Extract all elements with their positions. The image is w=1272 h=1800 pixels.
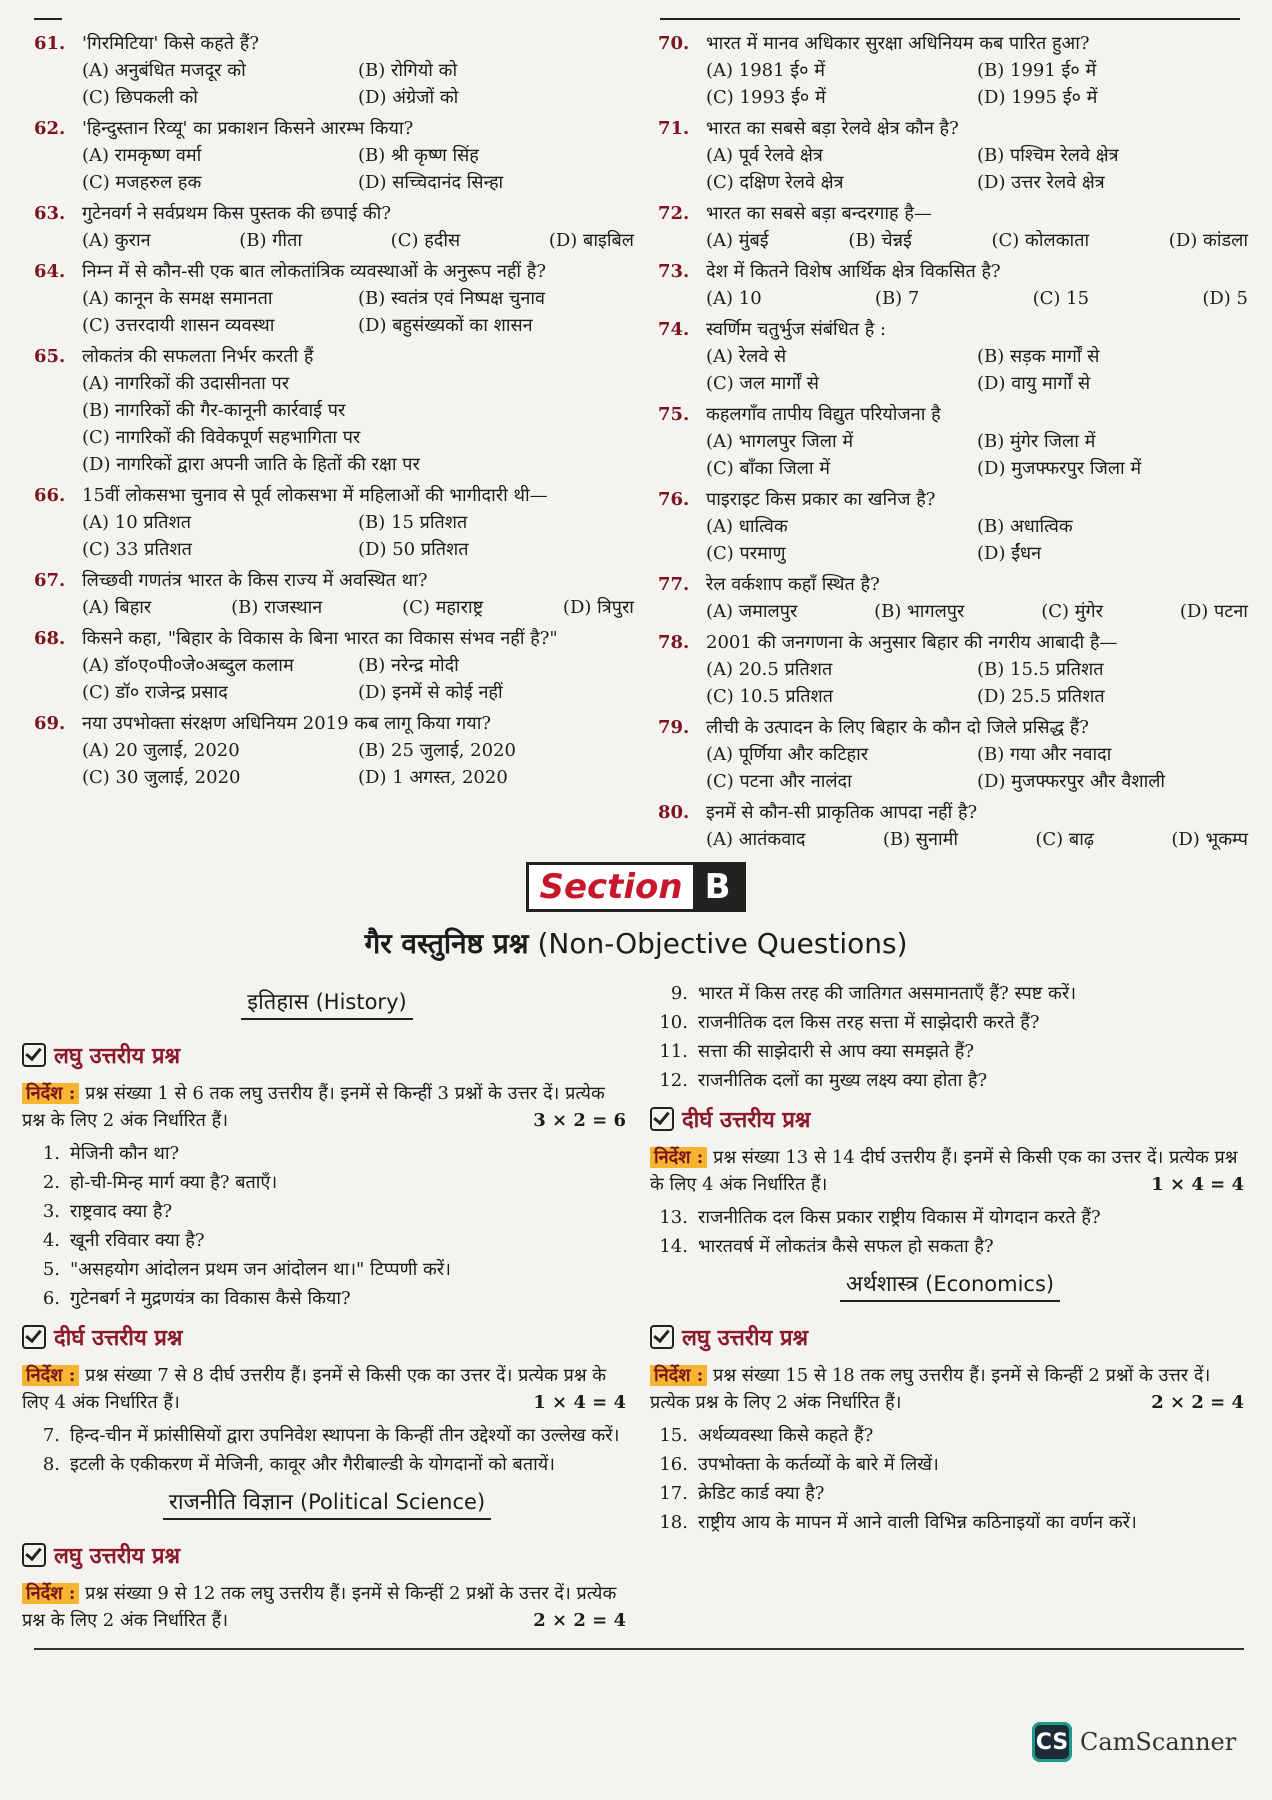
marks-label: 1 × 4 = 4 [1151, 1174, 1244, 1195]
options [706, 227, 1248, 254]
mcq-question [34, 482, 634, 563]
bottom-rule [34, 1648, 1244, 1650]
marks-label: 2 × 2 = 4 [533, 1610, 626, 1631]
options [706, 656, 1248, 710]
options [82, 142, 634, 196]
question-text: भारत में किस तरह की जातिगत असमानताएँ हैं? स्पष्ट करें। [698, 983, 1077, 1004]
option: (C) जल मार्गों से [706, 373, 819, 394]
option: (A) कानून के समक्ष समानता [82, 288, 273, 309]
option: (C) पटना और नालंदा [706, 771, 852, 792]
subjective-question [650, 1422, 1250, 1449]
option: (C) उत्तरदायी शासन व्यवस्था [82, 315, 275, 336]
option: (B) सड़क मार्गों से [977, 346, 1100, 367]
polsci-heading-wrap [22, 1480, 632, 1530]
option: (C) मुंगेर [1041, 601, 1104, 622]
question-number: 11. [659, 1041, 688, 1062]
question-text: भारत का सबसे बड़ा रेलवे क्षेत्र कौन है? [706, 118, 959, 139]
option: (B) 25 जुलाई, 2020 [358, 740, 516, 761]
polsci-long-instructions: निर्देश : प्रश्न संख्या 13 से 14 दीर्घ उत्तरीय हैं। इनमें से किसी एक का उत्तर दें। प्रत्येक प्रश्न के लिए 4 अंक निर्धारित हैं। 1 × 4 = 4 [650, 1144, 1250, 1198]
question-text: राष्ट्रीय आय के मापन में आने वाली विभिन्न कठिनाइयों का वर्णन करें। [698, 1512, 1137, 1533]
options [706, 741, 1248, 795]
question-text: लीची के उत्पादन के लिए बिहार के कौन दो जिले प्रसिद्ध हैं? [706, 717, 1089, 738]
question-number: 65. [34, 346, 66, 367]
subjective-question [22, 1198, 632, 1225]
top-rule-left [34, 18, 62, 20]
mcq-question [658, 486, 1248, 567]
question-text: किसने कहा, "बिहार के विकास के बिना भारत का विकास संभव नहीं है?" [82, 628, 558, 649]
question-text: क्रेडिट कार्ड क्या है? [698, 1483, 825, 1504]
subjective-question [22, 1256, 632, 1283]
section-header [0, 862, 1272, 912]
mcq-question [658, 115, 1248, 196]
option: (B) चेन्नई [848, 230, 912, 251]
polsci-short-label: लघु उत्तरीय प्रश्न [22, 1540, 632, 1570]
history-title-en: (History) [315, 990, 407, 1014]
question-number: 80. [658, 802, 690, 823]
question-number: 63. [34, 203, 66, 224]
option: (C) डॉ० राजेन्द्र प्रसाद [82, 682, 228, 703]
mcq-column-right [658, 30, 1248, 857]
option: (C) बाढ़ [1035, 829, 1095, 850]
question-text: राष्ट्रवाद क्या है? [70, 1201, 173, 1222]
option: (B) भागलपुर [874, 601, 965, 622]
subjective-question [22, 1422, 632, 1449]
options [82, 57, 634, 111]
option: (A) आतंकवाद [706, 829, 806, 850]
options [82, 227, 634, 254]
options [82, 509, 634, 563]
option: (C) दक्षिण रेलवे क्षेत्र [706, 172, 844, 193]
option: (A) मुंबई [706, 230, 769, 251]
question-number: 61. [34, 33, 66, 54]
non-objective-heading [0, 924, 1272, 962]
camscanner-logo-icon: CS [1032, 1722, 1072, 1762]
question-text: 'गिरमिटिया' किसे कहते हैं? [82, 33, 259, 54]
mcq-question [34, 115, 634, 196]
option: (D) सच्चिदानंद सिन्हा [358, 172, 504, 193]
subjective-column-right [650, 980, 1250, 1538]
polsci-title-en: (Political Science) [299, 1490, 486, 1514]
question-number: 75. [658, 404, 690, 425]
polsci-long-questions [650, 1204, 1250, 1260]
question-number: 15. [659, 1425, 688, 1446]
question-number: 8. [42, 1454, 60, 1475]
question-text: 15वीं लोकसभा चुनाव से पूर्व लोकसभा में महिलाओं की भागीदारी थी— [82, 485, 548, 506]
question-number: 7. [42, 1425, 60, 1446]
marks-label: 2 × 2 = 4 [1151, 1392, 1244, 1413]
question-number: 78. [658, 632, 690, 653]
top-rule-right [660, 18, 1240, 20]
option: (B) अधात्विक [977, 516, 1073, 537]
option: (B) सुनामी [882, 829, 959, 850]
option: (A) नागरिकों की उदासीनता पर [82, 373, 290, 394]
option: (D) बाइबिल [548, 230, 634, 251]
mcq-question [34, 710, 634, 791]
question-number: 73. [658, 261, 690, 282]
option: (B) 15 प्रतिशत [358, 512, 468, 533]
option: (C) 10.5 प्रतिशत [706, 686, 834, 707]
checkbox-icon [22, 1325, 46, 1349]
option: (B) 1991 ई० में [977, 60, 1097, 81]
history-heading [241, 986, 412, 1020]
question-number: 14. [659, 1236, 688, 1257]
question-number: 71. [658, 118, 690, 139]
option: (A) भागलपुर जिला में [706, 431, 854, 452]
question-text: अर्थव्यवस्था किसे कहते हैं? [698, 1425, 874, 1446]
option: (A) पूर्व रेलवे क्षेत्र [706, 145, 823, 166]
option: (D) मुजफ्फरपुर जिला में [977, 458, 1142, 479]
question-number: 66. [34, 485, 66, 506]
option: (A) कुरान [82, 230, 151, 251]
subjective-question [650, 1451, 1250, 1478]
option: (A) अनुबंधित मजदूर को [82, 60, 246, 81]
subjective-column-left [22, 980, 632, 1640]
options [706, 142, 1248, 196]
polsci-title-hi: राजनीति विज्ञान [168, 1490, 293, 1515]
polsci-short-instructions: निर्देश : प्रश्न संख्या 9 से 12 तक लघु उत्तरीय हैं। इनमें से किन्हीं 2 प्रश्नों के उत्तर दें। प्रत्येक प्रश्न के लिए 2 अंक निर्धारित हैं। 2 × 2 = 4 [22, 1580, 632, 1634]
question-number: 12. [659, 1070, 688, 1091]
option: (B) रोगियो को [358, 60, 458, 81]
instruction-tag: निर्देश : [22, 1083, 79, 1104]
question-number: 10. [659, 1012, 688, 1033]
econ-title-hi: अर्थशास्त्र [845, 1272, 919, 1297]
checkbox-icon [650, 1107, 674, 1131]
question-number: 9. [670, 983, 688, 1004]
mcq-question [658, 316, 1248, 397]
question-text: खूनी रविवार क्या है? [70, 1230, 205, 1251]
option: (A) 20.5 प्रतिशत [706, 659, 833, 680]
instruction-tag: निर्देश : [650, 1365, 707, 1386]
question-text: हो-ची-मिन्ह मार्ग क्या है? बताएँ। [70, 1172, 278, 1193]
instruction-tag: निर्देश : [22, 1583, 79, 1604]
question-number: 2. [42, 1172, 60, 1193]
option: (C) 33 प्रतिशत [82, 539, 192, 560]
question-text: राजनीतिक दलों का मुख्य लक्ष्य क्या होता है? [698, 1070, 988, 1091]
question-text: भारतवर्ष में लोकतंत्र कैसे सफल हो सकता है? [698, 1236, 994, 1257]
instruction-tag: निर्देश : [22, 1365, 79, 1386]
option: (D) 50 प्रतिशत [358, 539, 469, 560]
mcq-question [34, 258, 634, 339]
question-text: 'हिन्दुस्तान रिव्यू' का प्रकाशन किसने आरम्भ किया? [82, 118, 414, 139]
option: (C) परमाणु [706, 543, 786, 564]
question-number: 13. [659, 1207, 688, 1228]
mcq-question [658, 571, 1248, 625]
option: (D) उत्तर रेलवे क्षेत्र [977, 172, 1105, 193]
option: (D) 1995 ई० में [977, 87, 1098, 108]
option: (B) नागरिकों की गैर-कानूनी कार्रवाई पर [82, 400, 346, 421]
option: (D) नागरिकों द्वारा अपनी जाति के हितों की रक्षा पर [82, 454, 420, 475]
econ-heading [840, 1268, 1060, 1302]
subjective-question [22, 1227, 632, 1254]
question-text: कहलगाँव तापीय विद्युत परियोजना है [706, 404, 941, 425]
question-number: 70. [658, 33, 690, 54]
subjective-question [650, 1509, 1250, 1536]
question-text: लोकतंत्र की सफलता निर्भर करती हैं [82, 346, 314, 367]
camscanner-name: CamScanner [1080, 1728, 1237, 1756]
subjective-question [22, 1451, 632, 1478]
option: (D) इनमें से कोई नहीं [358, 682, 503, 703]
question-number: 16. [659, 1454, 688, 1475]
options [706, 343, 1248, 397]
question-text: देश में कितने विशेष आर्थिक क्षेत्र विकसित है? [706, 261, 1001, 282]
question-text: इटली के एकीकरण में मेजिनी, कावूर और गैरीबाल्डी के योगदानों को बतायें। [70, 1454, 555, 1475]
history-short-label: लघु उत्तरीय प्रश्न [22, 1040, 632, 1070]
checkbox-icon [22, 1043, 46, 1067]
options [706, 57, 1248, 111]
mcq-question [34, 200, 634, 254]
mcq-question [658, 258, 1248, 312]
question-number: 74. [658, 319, 690, 340]
mcq-question [658, 714, 1248, 795]
options [82, 285, 634, 339]
option: (D) 1 अगस्त, 2020 [358, 767, 508, 788]
option: (D) 25.5 प्रतिशत [977, 686, 1105, 707]
question-text: गुटेनबर्ग ने मुद्रणयंत्र का विकास कैसे किया? [70, 1288, 351, 1309]
non-objective-hi: गैर वस्तुनिष्ठ प्रश्न [364, 927, 529, 960]
option: (C) 1993 ई० में [706, 87, 826, 108]
option: (B) राजस्थान [231, 597, 323, 618]
option: (C) महाराष्ट्र [402, 597, 484, 618]
option: (D) 5 [1202, 288, 1248, 309]
question-number: 1. [42, 1143, 60, 1164]
question-number: 69. [34, 713, 66, 734]
question-number: 4. [42, 1230, 60, 1251]
polsci-heading [163, 1486, 491, 1520]
option: (A) 1981 ई० में [706, 60, 825, 81]
option: (A) 20 जुलाई, 2020 [82, 740, 240, 761]
option: (A) 10 प्रतिशत [82, 512, 192, 533]
option: (C) मजहरुल हक [82, 172, 202, 193]
option: (D) बहुसंख्यकों का शासन [358, 315, 533, 336]
checkbox-icon [22, 1543, 46, 1567]
econ-short-questions [650, 1422, 1250, 1536]
subjective-question [22, 1169, 632, 1196]
option: (B) पश्चिम रेलवे क्षेत्र [977, 145, 1119, 166]
option: (C) नागरिकों की विवेकपूर्ण सहभागिता पर [82, 427, 361, 448]
option: (C) बाँका जिला में [706, 458, 831, 479]
non-objective-en: (Non-Objective Questions) [537, 927, 908, 960]
options [82, 737, 634, 791]
option: (D) भूकम्प [1171, 829, 1248, 850]
option: (B) स्वतंत्र एवं निष्पक्ष चुनाव [358, 288, 545, 309]
econ-short-instructions: निर्देश : प्रश्न संख्या 15 से 18 तक लघु उत्तरीय हैं। इनमें से किन्हीं 2 प्रश्नों के उत्तर दें। प्रत्येक प्रश्न के लिए 2 अंक निर्धारित हैं। 2 × 2 = 4 [650, 1362, 1250, 1416]
option: (A) रामकृष्ण वर्मा [82, 145, 202, 166]
mcq-question [658, 629, 1248, 710]
mcq-column-left [34, 30, 634, 795]
subjective-question [650, 1009, 1250, 1036]
option: (A) पूर्णिया और कटिहार [706, 744, 869, 765]
options [706, 598, 1248, 625]
question-number: 79. [658, 717, 690, 738]
question-number: 77. [658, 574, 690, 595]
question-number: 72. [658, 203, 690, 224]
option: (B) गीता [239, 230, 302, 251]
option: (C) छिपकली को [82, 87, 198, 108]
econ-short-label: लघु उत्तरीय प्रश्न [650, 1322, 1250, 1352]
option: (B) 15.5 प्रतिशत [977, 659, 1104, 680]
history-long-instructions: निर्देश : प्रश्न संख्या 7 से 8 दीर्घ उत्तरीय हैं। इनमें से किसी एक का उत्तर दें। प्रत्येक प्रश्न के लिए 4 अंक निर्धारित हैं। 1 × 4 = 4 [22, 1362, 632, 1416]
mcq-question [34, 625, 634, 706]
question-number: 64. [34, 261, 66, 282]
question-number: 68. [34, 628, 66, 649]
question-text: भारत का सबसे बड़ा बन्दरगाह है— [706, 203, 932, 224]
question-text: "असहयोग आंदोलन प्रथम जन आंदोलन था।" टिप्पणी करें। [70, 1259, 451, 1280]
option: (D) ईंधन [977, 543, 1042, 564]
question-number: 3. [42, 1201, 60, 1222]
option: (D) अंग्रेजों को [358, 87, 459, 108]
camscanner-watermark [1032, 1722, 1236, 1762]
option: (A) धात्विक [706, 516, 788, 537]
question-text: पाइराइट किस प्रकार का खनिज है? [706, 489, 936, 510]
options [706, 513, 1248, 567]
subjective-question [650, 1233, 1250, 1260]
option: (C) 30 जुलाई, 2020 [82, 767, 241, 788]
option: (B) श्री कृष्ण सिंह [358, 145, 479, 166]
question-text: राजनीतिक दल किस तरह सत्ता में साझेदारी करते हैं? [698, 1012, 1040, 1033]
question-text: सत्ता की साझेदारी से आप क्या समझते हैं? [698, 1041, 975, 1062]
option: (A) डॉ०ए०पी०जे०अब्दुल कलाम [82, 655, 294, 676]
history-title-hi: इतिहास [247, 990, 309, 1015]
marks-label: 1 × 4 = 4 [533, 1392, 626, 1413]
option: (D) त्रिपुरा [562, 597, 634, 618]
mcq-question [34, 343, 634, 478]
subjective-question [22, 1140, 632, 1167]
question-number: 67. [34, 570, 66, 591]
question-text: रेल वर्कशाप कहाँ स्थित है? [706, 574, 880, 595]
question-number: 76. [658, 489, 690, 510]
option: (D) वायु मार्गों से [977, 373, 1091, 394]
econ-heading-wrap [650, 1262, 1250, 1312]
question-text: भारत में मानव अधिकार सुरक्षा अधिनियम कब पारित हुआ? [706, 33, 1090, 54]
option: (B) मुंगेर जिला में [977, 431, 1096, 452]
history-short-instructions: निर्देश : प्रश्न संख्या 1 से 6 तक लघु उत्तरीय हैं। इनमें से किन्हीं 3 प्रश्नों के उत्तर दें। प्रत्येक प्रश्न के लिए 2 अंक निर्धारित हैं। 3 × 2 = 6 [22, 1080, 632, 1134]
option: (B) गया और नवादा [977, 744, 1112, 765]
history-long-label: दीर्घ उत्तरीय प्रश्न [22, 1322, 632, 1352]
marks-label: 3 × 2 = 6 [533, 1110, 626, 1131]
options [706, 285, 1248, 312]
question-number: 6. [42, 1288, 60, 1309]
option: (C) 15 [1032, 288, 1090, 309]
mcq-question [658, 200, 1248, 254]
option: (A) 10 [706, 288, 762, 309]
question-text: मेजिनी कौन था? [70, 1143, 180, 1164]
history-long-questions [22, 1422, 632, 1478]
question-text: नया उपभोक्ता संरक्षण अधिनियम 2019 कब लागू किया गया? [82, 713, 492, 734]
option: (D) मुजफ्फरपुर और वैशाली [977, 771, 1166, 792]
checkbox-icon [650, 1325, 674, 1349]
subjective-question [650, 1480, 1250, 1507]
question-text: हिन्द-चीन में फ्रांसीसियों द्वारा उपनिवेश स्थापना के किन्हीं तीन उद्देश्यों का उल्लेख करें। [70, 1425, 620, 1446]
subjective-question [650, 980, 1250, 1007]
option: (C) कोलकाता [991, 230, 1090, 251]
question-text: इनमें से कौन-सी प्राकृतिक आपदा नहीं है? [706, 802, 978, 823]
section-word: Section [529, 865, 692, 909]
question-text: उपभोक्ता के कर्तव्यों के बारे में लिखें। [698, 1454, 939, 1475]
instruction-tag: निर्देश : [650, 1147, 707, 1168]
question-text: स्वर्णिम चतुर्भुज संबंधित है : [706, 319, 887, 340]
section-letter: B [693, 865, 743, 909]
history-heading-wrap [22, 980, 632, 1030]
option: (A) जमालपुर [706, 601, 798, 622]
question-text: 2001 की जनगणना के अनुसार बिहार की नगरीय आबादी है— [706, 632, 1118, 653]
subjective-question [22, 1285, 632, 1312]
option: (D) पटना [1179, 601, 1248, 622]
polsci-short-questions [650, 980, 1250, 1094]
section-badge [526, 862, 745, 912]
question-number: 17. [659, 1483, 688, 1504]
options [82, 652, 634, 706]
history-short-questions [22, 1140, 632, 1312]
question-text: राजनीतिक दल किस प्रकार राष्ट्रीय विकास में योगदान करते हैं? [698, 1207, 1101, 1228]
option: (A) रेलवे से [706, 346, 787, 367]
subjective-question [650, 1038, 1250, 1065]
options [706, 826, 1248, 853]
question-number: 18. [659, 1512, 688, 1533]
question-text: निम्न में से कौन-सी एक बात लोकतांत्रिक व्यवस्थाओं के अनुरूप नहीं है? [82, 261, 546, 282]
mcq-question [34, 567, 634, 621]
mcq-question [34, 30, 634, 111]
option: (B) नरेन्द्र मोदी [358, 655, 459, 676]
subjective-question [650, 1204, 1250, 1231]
option: (B) 7 [874, 288, 920, 309]
mcq-question [658, 401, 1248, 482]
question-number: 62. [34, 118, 66, 139]
options [82, 594, 634, 621]
option: (D) कांडला [1168, 230, 1248, 251]
polsci-long-label: दीर्घ उत्तरीय प्रश्न [650, 1104, 1250, 1134]
econ-title-en: (Economics) [925, 1272, 1055, 1296]
question-text: गुटेनवर्ग ने सर्वप्रथम किस पुस्तक की छपाई की? [82, 203, 391, 224]
options [706, 428, 1248, 482]
mcq-question [658, 799, 1248, 853]
mcq-question [658, 30, 1248, 111]
subjective-question [650, 1067, 1250, 1094]
options [82, 370, 634, 478]
option: (A) बिहार [82, 597, 152, 618]
option: (C) हदीस [390, 230, 461, 251]
question-number: 5. [42, 1259, 60, 1280]
question-text: लिच्छवी गणतंत्र भारत के किस राज्य में अवस्थित था? [82, 570, 428, 591]
